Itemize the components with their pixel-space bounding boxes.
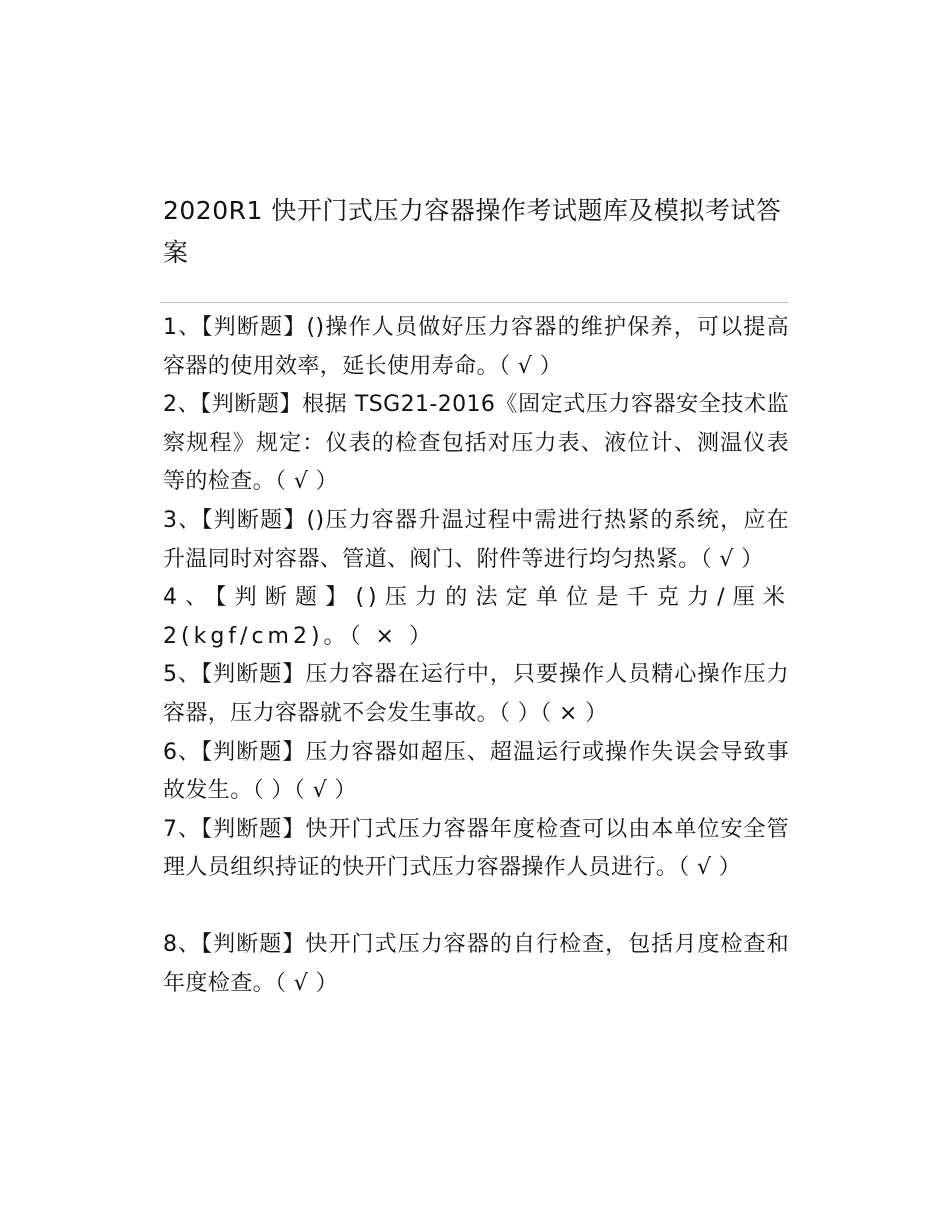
question-item: 1、【判断题】()操作人员做好压力容器的维护保养，可以提高容器的使用效率，延长使用寿命。（ √ ） xyxy=(163,315,789,379)
question-item: 8、【判断题】快开门式压力容器的自行检查，包括月度检查和年度检查。（ √ ） xyxy=(163,931,789,996)
document-page xyxy=(163,190,789,1003)
question-item: 4、【判断题】()压力的法定单位是千克力/厘米2(kgf/cm2)。（ × ） xyxy=(163,585,789,649)
document-title: 2020R1 快开门式压力容器操作考试题库及模拟考试答案 xyxy=(163,196,782,267)
question-item: 2、【判断题】根据 TSG21-2016《固定式压力容器安全技术监察规程》规定：仪表的检查包括对压力表、液位计、测温仪表等的检查。（ √ ） xyxy=(163,392,789,495)
question-item: 7、【判断题】快开门式压力容器年度检查可以由本单位安全管理人员组织持证的快开门式压力容器操作人员进行。（ √ ） xyxy=(163,816,789,881)
question-item: 6、【判断题】压力容器如超压、超温运行或操作失误会导致事故发生。（ ）（ √ ） xyxy=(163,739,789,804)
question-item: 5、【判断题】压力容器在运行中，只要操作人员精心操作压力容器，压力容器就不会发生事故。（ ）（ × ） xyxy=(163,662,789,726)
question-list xyxy=(163,309,789,1003)
title-divider xyxy=(160,302,788,303)
question-item: 3、【判断题】()压力容器升温过程中需进行热紧的系统，应在升温同时对容器、管道、阀门、附件等进行均匀热紧。（ √ ） xyxy=(163,507,789,572)
